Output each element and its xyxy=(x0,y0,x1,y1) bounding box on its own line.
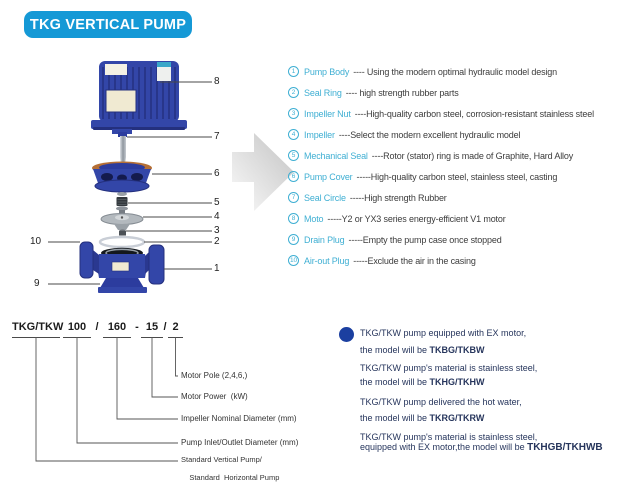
callout-number: 8 xyxy=(214,76,220,87)
part-description: -----High strength Rubber xyxy=(349,192,447,203)
model-segment-base: TKG/TKW xyxy=(12,321,60,338)
part-row xyxy=(288,187,616,208)
variant-line xyxy=(360,328,526,338)
variant-line xyxy=(360,377,485,387)
callout-number: 3 xyxy=(214,225,220,236)
callout-number: 9 xyxy=(34,278,40,289)
model-label-base xyxy=(181,455,279,482)
variant-text: TKG/TKW pump's material is stainless steel, xyxy=(360,432,538,442)
variant-text: TKG/TKW pump delivered the hot water, xyxy=(360,397,522,407)
variant-line xyxy=(360,345,485,355)
part-row xyxy=(288,166,616,187)
variant-text: the model will be xyxy=(360,413,430,423)
part-name: Mechanical Seal xyxy=(304,150,368,161)
model-label-impeller: Impeller Nominal Diameter (mm) xyxy=(181,414,297,423)
model-label-base-line1: Standard Vertical Pump/ xyxy=(181,455,262,464)
parts-list xyxy=(288,61,616,271)
model-segment-power: 15 xyxy=(141,321,163,338)
part-number-badge: 2 xyxy=(288,87,299,98)
part-number-badge: 9 xyxy=(288,234,299,245)
part-name: Seal Circle xyxy=(304,192,346,203)
pump-cover-illustration xyxy=(92,162,152,193)
part-name: Impeller xyxy=(304,129,335,140)
model-connector-lines xyxy=(0,337,240,472)
part-number-badge: 1 xyxy=(288,66,299,77)
part-row xyxy=(288,229,616,250)
variant-model: TKRG/TKRW xyxy=(429,413,485,423)
impeller-illustration xyxy=(101,214,143,231)
part-row xyxy=(288,145,616,166)
part-row xyxy=(288,103,616,124)
variant-line xyxy=(360,413,484,423)
model-label-base-line2: Standard Horizontal Pump xyxy=(189,473,280,482)
part-name: Pump Body xyxy=(304,66,350,77)
variant-line xyxy=(360,363,537,373)
part-description: ----High-quality carbon steel, corrosion-resistant stainless steel xyxy=(354,108,594,119)
variant-text: the model will be xyxy=(360,345,430,355)
callout-number: 7 xyxy=(214,131,220,142)
page-title: TKG VERTICAL PUMP xyxy=(29,16,187,33)
variant-text: TKG/TKW pump equipped with EX motor, xyxy=(360,328,527,338)
seal-ring-illustration xyxy=(100,237,144,247)
part-description: -----Empty the pump case once stopped xyxy=(348,234,502,245)
part-name: Drain Plug xyxy=(304,234,345,245)
pump-body-illustration xyxy=(80,242,164,293)
bullet-icon xyxy=(339,327,354,342)
part-number-badge: 4 xyxy=(288,129,299,140)
part-name: Air-out Plug xyxy=(304,255,350,266)
header-banner xyxy=(24,11,192,38)
model-separator: - xyxy=(135,321,139,333)
part-name: Seal Ring xyxy=(304,87,342,98)
variant-line xyxy=(360,442,603,453)
variant-text: equipped with EX motor,the model will be xyxy=(360,442,528,452)
part-description: -----Exclude the air in the casing xyxy=(353,255,476,266)
part-row xyxy=(288,61,616,82)
part-description: ---- Using the modern optimal hydraulic model design xyxy=(353,66,557,77)
part-description: ----Rotor (stator) ring is made of Graphite, Hard Alloy xyxy=(371,150,574,161)
part-row xyxy=(288,208,616,229)
model-segment-impeller: 160 xyxy=(103,321,131,338)
model-label-inlet: Pump Inlet/Outlet Diameter (mm) xyxy=(181,438,299,447)
mechanical-seal-illustration xyxy=(116,192,128,214)
model-segment-pole: 2 xyxy=(168,321,183,338)
callout-number: 5 xyxy=(214,197,220,208)
callout-number: 6 xyxy=(214,168,220,179)
variant-text: TKG/TKW pump's material is stainless steel, xyxy=(360,363,538,373)
impeller-nut-illustration xyxy=(119,230,126,236)
part-row xyxy=(288,124,616,145)
part-name: Impeller Nut xyxy=(304,108,351,119)
callout-number: 1 xyxy=(214,263,220,274)
part-number-badge: 5 xyxy=(288,150,299,161)
variant-model: TKBG/TKBW xyxy=(429,345,485,355)
variant-text: the model will be xyxy=(360,377,430,387)
part-number-badge: 10 xyxy=(288,255,299,266)
pump-exploded-diagram xyxy=(0,40,230,310)
part-number-badge: 8 xyxy=(288,213,299,224)
part-number-badge: 6 xyxy=(288,171,299,182)
part-description: -----Y2 or YX3 series energy-efficient V1 motor xyxy=(327,213,506,224)
part-row xyxy=(288,82,616,103)
callout-number: 4 xyxy=(214,211,220,222)
model-separator: / xyxy=(163,321,167,333)
variant-line xyxy=(360,432,537,442)
part-name: Pump Cover xyxy=(304,171,353,182)
variant-line xyxy=(360,397,522,407)
part-row xyxy=(288,250,616,271)
variant-model: TKHGB/TKHWB xyxy=(527,442,603,453)
model-label-power: Motor Power (kW) xyxy=(181,392,248,401)
motor-illustration xyxy=(91,61,187,134)
part-name: Moto xyxy=(304,213,324,224)
part-description: ----Select the modern excellent hydraulic model xyxy=(338,129,521,140)
variant-model: TKHG/TKHW xyxy=(429,377,485,387)
model-label-pole: Motor Pole (2,4,6,) xyxy=(181,371,248,380)
model-separator: / xyxy=(95,321,99,333)
part-description: ---- high strength rubber parts xyxy=(345,87,459,98)
part-description: -----High-quality carbon steel, stainless steel, casting xyxy=(356,171,558,182)
callout-number: 10 xyxy=(30,236,42,247)
model-segment-inlet: 100 xyxy=(63,321,91,338)
part-number-badge: 7 xyxy=(288,192,299,203)
part-number-badge: 3 xyxy=(288,108,299,119)
callout-number: 2 xyxy=(214,236,220,247)
